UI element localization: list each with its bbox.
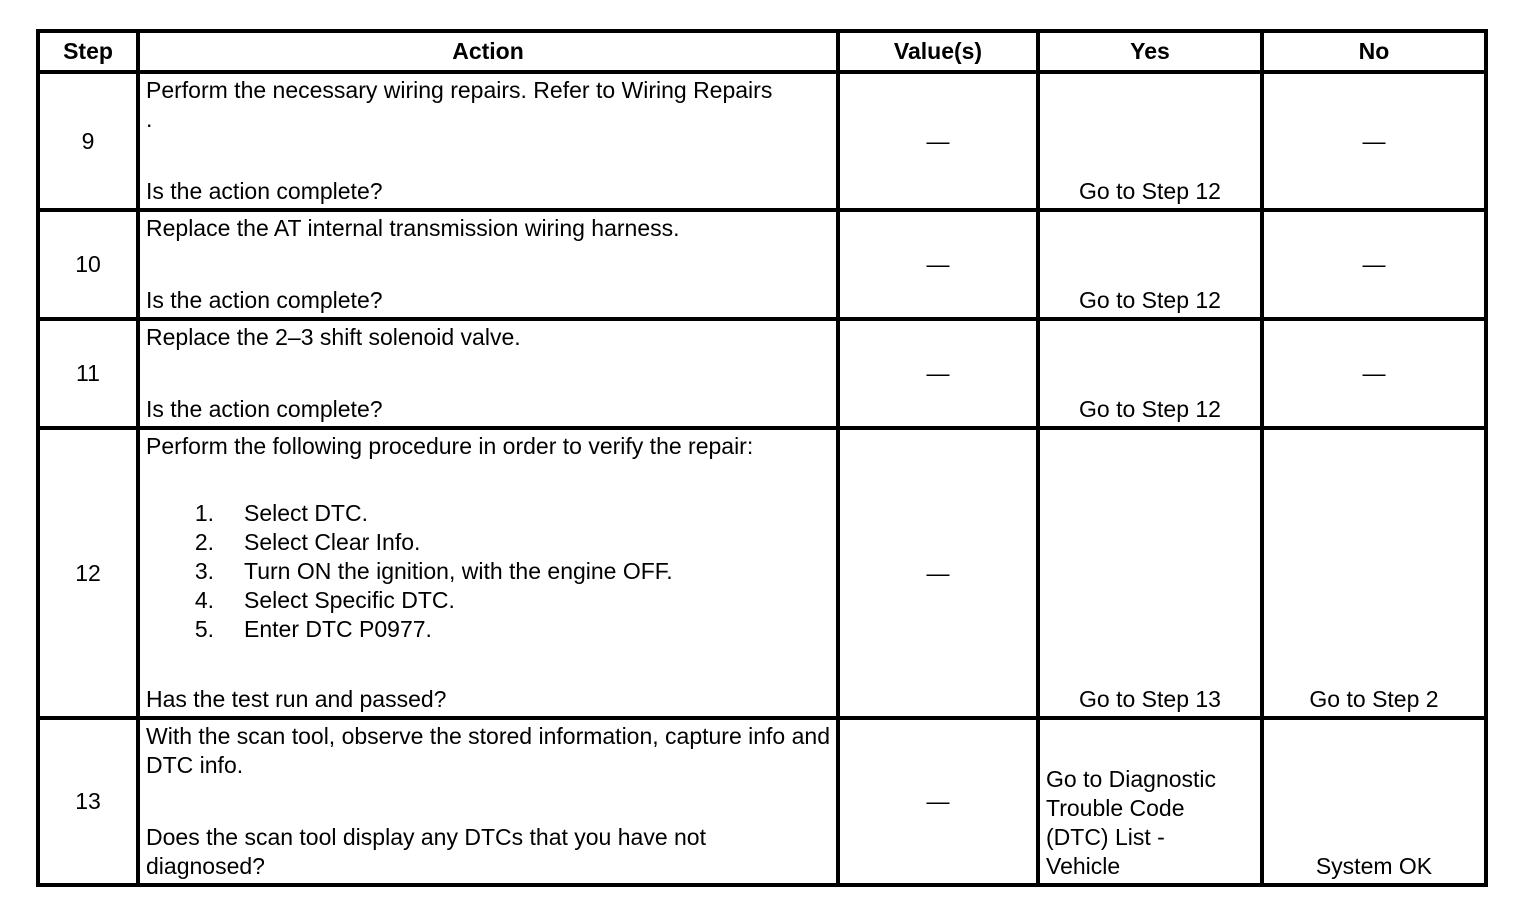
step-number: 10: [38, 210, 138, 319]
step-number: 9: [38, 72, 138, 210]
action-cell: [138, 718, 838, 885]
step-number: 12: [38, 428, 138, 718]
list-item: [146, 499, 830, 528]
value-cell: —: [838, 428, 1038, 718]
action-question: Is the action complete?: [146, 396, 383, 422]
table-row: [38, 428, 1486, 718]
action-question: Does the scan tool display any DTCs that you have not diagnosed?: [146, 824, 706, 879]
list-item-text: Select Clear Info.: [244, 529, 421, 555]
action-text: Perform the following procedure in order to verify the repair:: [146, 433, 754, 459]
action-cell: [138, 428, 838, 718]
yes-cell: Go to Step 12: [1038, 210, 1262, 319]
list-item-number: 1.: [194, 500, 214, 526]
list-item: [146, 528, 830, 557]
action-text: With the scan tool, observe the stored information, capture info and DTC info.: [146, 723, 830, 778]
table-header-row: [38, 31, 1486, 72]
header-action: Action: [138, 31, 838, 72]
list-item-number: 2.: [194, 529, 214, 555]
list-item-text: Select Specific DTC.: [244, 587, 455, 613]
table-row: [38, 718, 1486, 885]
table-row: [38, 319, 1486, 428]
list-item-number: 3.: [194, 558, 214, 584]
action-cell: [138, 319, 838, 428]
procedure-list: [146, 499, 830, 644]
action-cell: [138, 72, 838, 210]
action-text-continued: .: [146, 106, 153, 132]
value-cell: —: [838, 72, 1038, 210]
action-question: Is the action complete?: [146, 287, 383, 313]
yes-cell: Go to Step 13: [1038, 428, 1262, 718]
value-cell: —: [838, 718, 1038, 885]
list-item: [146, 615, 830, 644]
action-question: Has the test run and passed?: [146, 686, 447, 712]
action-text: Perform the necessary wiring repairs. Refer to Wiring Repairs: [146, 77, 773, 103]
step-number: 11: [38, 319, 138, 428]
header-no: No: [1262, 31, 1486, 72]
list-item: [146, 586, 830, 615]
list-item: [146, 557, 830, 586]
action-text: Replace the AT internal transmission wiring harness.: [146, 215, 680, 241]
value-cell: —: [838, 319, 1038, 428]
list-item-number: 5.: [194, 616, 214, 642]
value-cell: —: [838, 210, 1038, 319]
table-row: [38, 210, 1486, 319]
yes-cell: Go to Step 12: [1038, 319, 1262, 428]
step-number: 13: [38, 718, 138, 885]
action-question: Is the action complete?: [146, 178, 383, 204]
diagnostic-link[interactable]: Go to Diagnostic Trouble Code (DTC) List - Vehicle: [1046, 766, 1217, 879]
header-yes: Yes: [1038, 31, 1262, 72]
table-row: [38, 72, 1486, 210]
list-item-number: 4.: [194, 587, 214, 613]
action-text: Replace the 2–3 shift solenoid valve.: [146, 324, 521, 350]
no-cell: —: [1262, 72, 1486, 210]
list-item-text: Turn ON the ignition, with the engine OFF.: [244, 558, 673, 584]
action-cell: [138, 210, 838, 319]
no-cell: Go to Step 2: [1262, 428, 1486, 718]
no-cell: —: [1262, 319, 1486, 428]
header-values: Value(s): [838, 31, 1038, 72]
no-cell: —: [1262, 210, 1486, 319]
no-cell: System OK: [1262, 718, 1486, 885]
list-item-text: Select DTC.: [244, 500, 368, 526]
header-step: Step: [38, 31, 138, 72]
yes-cell: Go to Step 12: [1038, 72, 1262, 210]
diagnostic-table: [36, 29, 1488, 887]
yes-cell: [1038, 718, 1262, 885]
list-item-text: Enter DTC P0977.: [244, 616, 432, 642]
